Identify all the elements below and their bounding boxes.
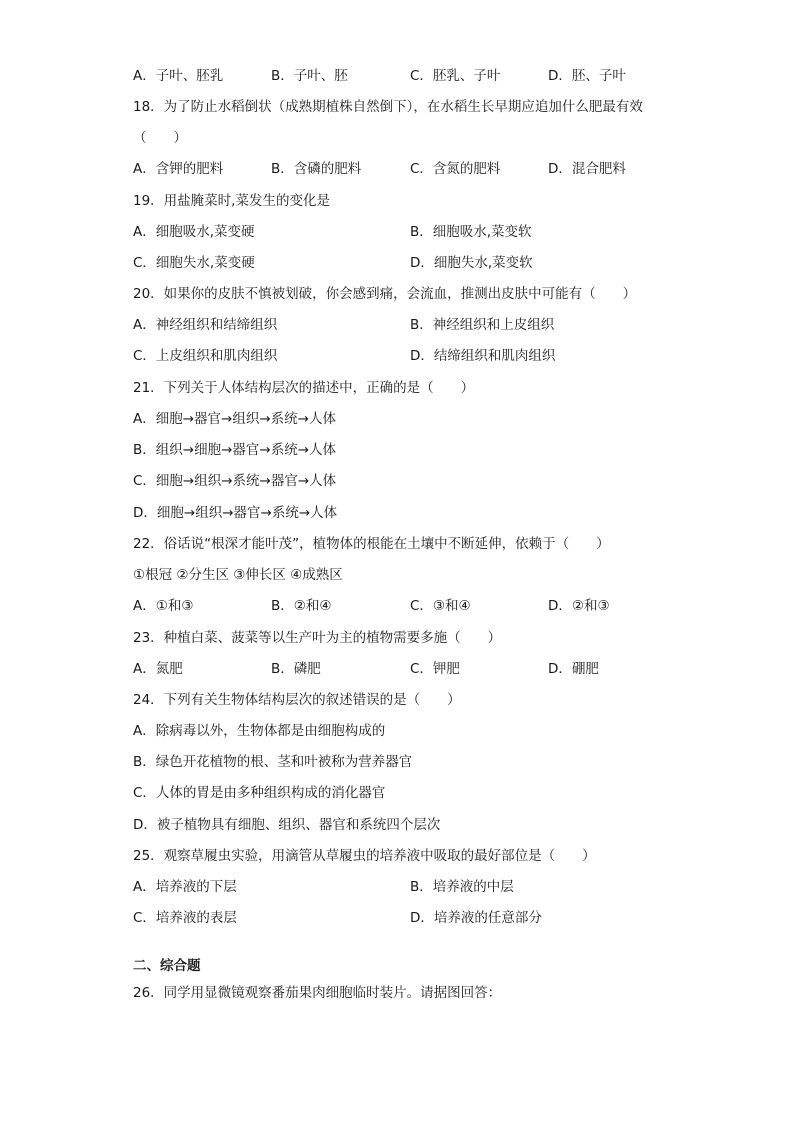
q25-option-c[interactable]: C．培养液的表层: [133, 910, 237, 926]
q17-option-d[interactable]: D．胚、子叶: [548, 68, 626, 84]
q24-option-c[interactable]: C．人体的胃是由多种组织构成的消化器官: [133, 785, 386, 801]
q24-option-a-row: [0, 720, 794, 742]
q24-option-a[interactable]: A．除病毒以外，生物体都是由细胞构成的: [133, 723, 386, 739]
q19-option-d[interactable]: D．细胞失水,菜变软: [410, 255, 533, 271]
q24-option-b-row: [0, 751, 794, 773]
q21-stem: 21．下列关于人体结构层次的描述中，正确的是（ ）: [133, 380, 475, 396]
q18-stem: 18．为了防止水稻倒状（成熟期植株自然倒下），在水稻生长早期应追加什么肥最有效: [133, 99, 643, 115]
q19-stem: 19．用盐腌菜时,菜发生的变化是: [133, 193, 330, 209]
q21-option-c[interactable]: C．细胞→组织→系统→器官→人体: [133, 473, 337, 489]
q18-option-b[interactable]: B．含磷的肥料: [271, 161, 362, 177]
q20-option-c[interactable]: C．上皮组织和肌肉组织: [133, 348, 278, 364]
q22-option-b[interactable]: B．②和④: [271, 598, 332, 614]
q18-options: [0, 158, 794, 180]
q18-option-a[interactable]: A．含钾的肥料: [133, 161, 224, 177]
q23-stem: 23．种植白菜、菠菜等以生产叶为主的植物需要多施（ ）: [133, 630, 502, 646]
q21-option-a[interactable]: A．细胞→器官→组织→系统→人体: [133, 411, 336, 427]
q20-option-b[interactable]: B．神经组织和上皮组织: [410, 317, 555, 333]
q20-options-row2: [0, 345, 794, 367]
q21-option-c-row: [0, 470, 794, 492]
q19-option-b[interactable]: B．细胞吸水,菜变软: [410, 224, 532, 240]
q25-options-row2: [0, 907, 794, 929]
q23-option-b[interactable]: B．磷肥: [271, 661, 321, 677]
q24-option-d[interactable]: D．被子植物具有细胞、组织、器官和系统四个层次: [133, 817, 441, 833]
q22-option-a[interactable]: A．①和③: [133, 598, 194, 614]
q24-option-d-row: [0, 814, 794, 836]
q22-options: [0, 595, 794, 617]
q22-stem: 22．俗话说“根深才能叶茂”，植物体的根能在土壤中不断延伸，依赖于（ ）: [133, 536, 610, 552]
q23-option-c[interactable]: C．钾肥: [410, 661, 460, 677]
q20-option-d[interactable]: D．结缔组织和肌肉组织: [410, 348, 556, 364]
q20-option-a[interactable]: A．神经组织和结缔组织: [133, 317, 278, 333]
q17-options: [0, 65, 794, 87]
q24-option-c-row: [0, 782, 794, 804]
q22-sub-items: ①根冠 ②分生区 ③伸长区 ④成熟区: [133, 567, 343, 583]
q18-option-d[interactable]: D．混合肥料: [548, 161, 626, 177]
q21-option-b[interactable]: B．组织→细胞→器官→系统→人体: [133, 442, 337, 458]
q25-option-a[interactable]: A．培养液的下层: [133, 879, 237, 895]
q17-option-a[interactable]: A．子叶、胚乳: [133, 68, 224, 84]
q22-option-d[interactable]: D．②和③: [548, 598, 610, 614]
q23-option-a[interactable]: A．氮肥: [133, 661, 183, 677]
q19-options-row1: [0, 221, 794, 243]
q21-option-d[interactable]: D．细胞→组织→器官→系统→人体: [133, 505, 338, 521]
q25-option-b[interactable]: B．培养液的中层: [410, 879, 514, 895]
q24-option-b[interactable]: B．绿色开花植物的根、茎和叶被称为营养器官: [133, 754, 413, 770]
q21-option-d-row: [0, 502, 794, 524]
q17-option-b[interactable]: B．子叶、胚: [271, 68, 348, 84]
q25-stem: 25．观察草履虫实验，用滴管从草履虫的培养液中吸取的最好部位是（ ）: [133, 848, 596, 864]
q23-options: [0, 658, 794, 680]
q20-options-row1: [0, 314, 794, 336]
q19-option-a[interactable]: A．细胞吸水,菜变硬: [133, 224, 255, 240]
q26-stem: 26．同学用显微镜观察番茄果肉细胞临时装片。请据图回答：: [133, 985, 502, 1001]
q20-stem: 20．如果你的皮肤不慎被划破，你会感到痛，会流血，推测出皮肤中可能有（ ）: [133, 286, 637, 302]
q18-stem-bracket: （ ）: [133, 130, 187, 146]
q25-option-d[interactable]: D．培养液的任意部分: [410, 910, 542, 926]
q24-stem: 24．下列有关生物体结构层次的叙述错误的是（ ）: [133, 692, 461, 708]
q22-option-c[interactable]: C．③和④: [410, 598, 471, 614]
q21-option-b-row: [0, 439, 794, 461]
q19-option-c[interactable]: C．细胞失水,菜变硬: [133, 255, 255, 271]
q25-options-row1: [0, 876, 794, 898]
q18-option-c[interactable]: C．含氮的肥料: [410, 161, 501, 177]
q19-options-row2: [0, 252, 794, 274]
q21-option-a-row: [0, 408, 794, 430]
q23-option-d[interactable]: D．硼肥: [548, 661, 599, 677]
q17-option-c[interactable]: C．胚乳、子叶: [410, 68, 501, 84]
section-heading: 二、综合题: [133, 958, 201, 974]
